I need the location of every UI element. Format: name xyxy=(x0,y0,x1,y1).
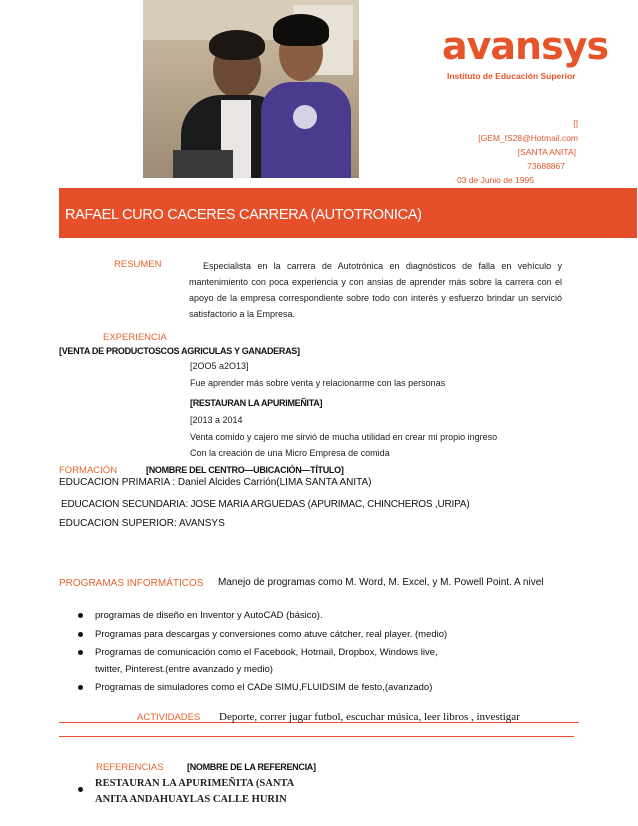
contact-email[interactable]: [GEM_IS28@Hotmail.com xyxy=(478,133,578,143)
job2-description-2: Con la creación de una Micro Empresa de comida xyxy=(190,448,390,458)
bullet-icon xyxy=(78,632,83,637)
contact-bracket: [] xyxy=(573,118,578,128)
bullet-icon xyxy=(78,685,83,690)
referencia-line-2: ANITA ANDAHUAYLAS CALLE HURIN xyxy=(95,794,287,805)
actividades-text: Deporte, correr jugar futbol, escuchar música, leer libros , investigar xyxy=(219,711,520,723)
job2-company: [RESTAURAN LA APURIMEÑITA] xyxy=(190,398,323,408)
referencias-label: REFERENCIAS xyxy=(96,762,164,773)
bullet-icon xyxy=(78,650,83,655)
actividades-bottom-rule xyxy=(59,736,574,737)
programas-label: PROGRAMAS INFORMÁTICOS xyxy=(59,578,204,589)
bullet-icon xyxy=(78,613,83,618)
education-primary: EDUCACION PRIMARIA : Daniel Alcides Carrión(LIMA SANTA ANITA) xyxy=(59,477,372,488)
formacion-header: [NOMBRE DEL CENTRO—UBICACIÓN—TÍTULO] xyxy=(146,465,344,475)
programas-intro: Manejo de programas como M. Word, M. Excel, y M. Powell Point. A nivel xyxy=(218,577,544,588)
logo-wordmark: avansys xyxy=(442,24,609,68)
formacion-label: FORMACIÓN xyxy=(59,465,118,476)
candidate-name: RAFAEL CURO CACERES CARRERA (AUTOTRONICA) xyxy=(65,207,422,223)
referencia-line-1: RESTAURAN LA APURIMEÑITA (SANTA xyxy=(95,778,295,789)
referencias-header: [NOMBRE DE LA REFERENCIA] xyxy=(187,762,316,772)
contact-phone: 73688867 xyxy=(527,161,565,171)
resumen-text: Especialista en la carrera de Autotrónica en diagnósticos de falla en vehículo y mantenimiento con poca experiencia y con ansias de aprender más sobre la carrera con el apoyo de la empresa correspondiente sobre todo con interés y esfuerzo brindar un servició satisfactorio a la Empresa. xyxy=(189,261,562,319)
profile-photo xyxy=(143,0,359,178)
job2-dates: [2013 a 2014 xyxy=(190,415,243,425)
job1-description: Fue aprender más sobre venta y relacionarme con las personas xyxy=(190,378,446,388)
education-higher: EDUCACION SUPERIOR: AVANSYS xyxy=(59,518,225,529)
job2-description-1: Venta comido y cajero me sirvió de mucha utilidad en crear mi propio ingreso xyxy=(190,432,498,442)
education-secondary: EDUCACION SECUNDARIA: JOSE MARIA ARGUEDAS (APURIMAC, CHINCHEROS ,URIPA) xyxy=(61,499,470,510)
experiencia-label: EXPERIENCIA xyxy=(103,332,167,343)
contact-district: [SANTA ANITA] xyxy=(517,147,576,157)
job1-dates: [2OO5 a2O13] xyxy=(190,361,249,371)
contact-birth-date: 03 de Junio de 1995 xyxy=(456,175,534,185)
bullet-icon xyxy=(78,787,83,792)
job1-company: [VENTA DE PRODUCTOSCOS AGRICULAS Y GANADERAS] xyxy=(59,346,300,356)
actividades-label: ACTIVIDADES xyxy=(137,712,201,723)
resumen-label: RESUMEN xyxy=(114,259,162,270)
logo-subtitle: Instituto de Educación Superior xyxy=(447,71,576,81)
